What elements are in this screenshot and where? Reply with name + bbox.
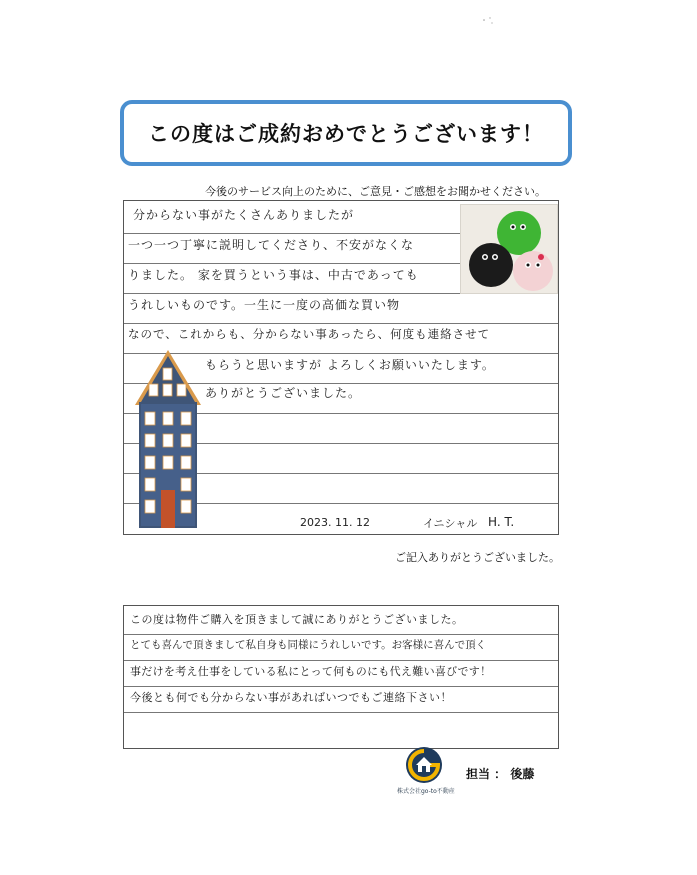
handwritten-line: 分からない事がたくさんありましたが <box>133 208 355 222</box>
ruled-line <box>124 323 558 324</box>
title-banner <box>120 100 572 166</box>
building-illustration <box>133 350 203 534</box>
feedback-request-text: 今後のサービス向上のために、ご意見・ご感想をお聞かせください。 <box>205 185 546 198</box>
initial-label: イニシャル <box>423 517 478 530</box>
reply-line: とても喜んで頂きまして私自身も同様にうれしいです。お客様に喜んで頂く <box>130 639 487 651</box>
paper-speck <box>482 10 494 20</box>
company-name: 株式会社go-to不動産 <box>397 788 455 795</box>
ruled-line <box>124 660 558 661</box>
reply-line: 今後とも何でも分からない事があればいつでもご連絡下さい！ <box>130 691 452 704</box>
pink-pompom-icon <box>513 251 553 291</box>
staff-name: 担当 ： 後藤 <box>466 767 535 781</box>
handwritten-line: うれしいものです。一生に一度の高価な買い物 <box>128 298 401 312</box>
ruled-line <box>124 686 558 687</box>
page-title: この度はご成約おめでとうございます！ <box>148 122 544 146</box>
reply-line: この度は物件ご購入を頂きまして誠にありがとうございました。 <box>130 613 464 626</box>
handwritten-line: りました。 家を買うという事は、中古であっても <box>128 268 419 282</box>
pompom-photo <box>460 204 558 294</box>
handwritten-line: なので、これからも、分からない事あったら、何度も連絡させて <box>128 327 491 341</box>
ruled-line <box>124 712 558 713</box>
handwritten-line: ありがとうございました。 <box>205 386 362 400</box>
initial-value: H. T. <box>488 515 515 529</box>
black-pompom-icon <box>469 243 513 287</box>
handwritten-line: 一つ一つ丁寧に説明してくださり、不安がなくな <box>128 238 415 252</box>
reply-line: 事だけを考え仕事をしている私にとって何ものにも代え難い喜びです！ <box>130 665 492 678</box>
thanks-note: ご記入ありがとうございました。 <box>395 551 560 564</box>
handwritten-line: もらうと思いますが よろしくお願いいたします。 <box>205 358 495 372</box>
comment-date: 2023. 11. 12 <box>300 516 370 529</box>
ruled-line <box>124 634 558 635</box>
